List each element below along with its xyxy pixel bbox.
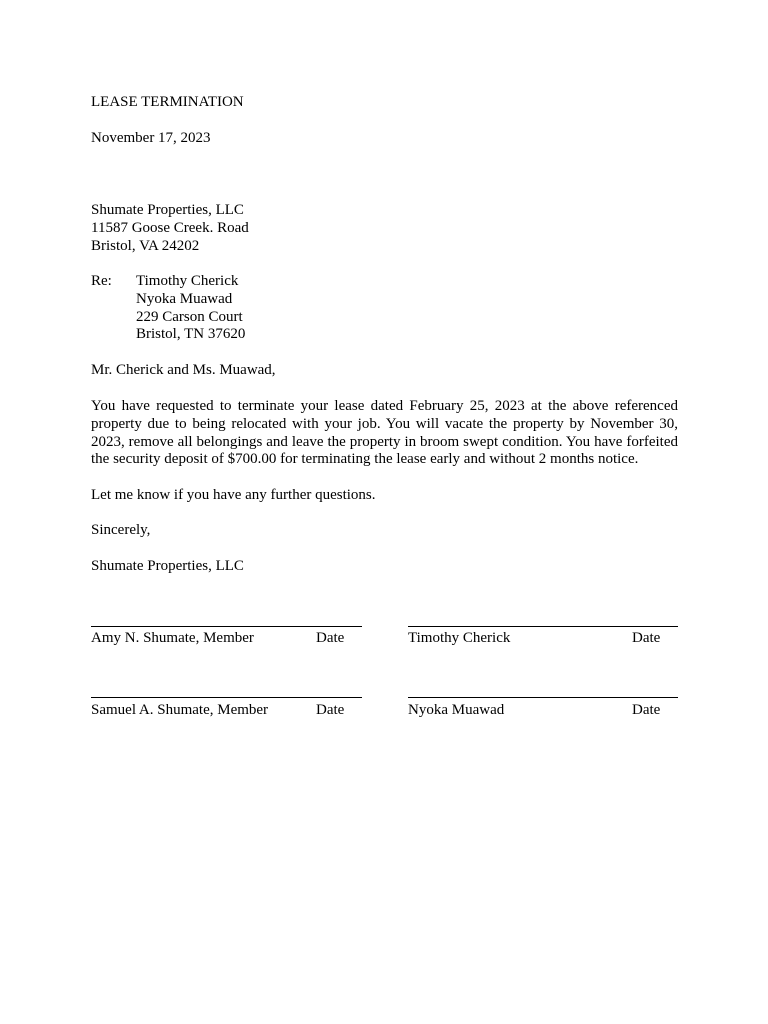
date-label: Date: [632, 630, 661, 646]
re-line: Nyoka Muawad: [136, 290, 233, 307]
closing-company: Shumate Properties, LLC: [91, 558, 244, 574]
signer-name: Nyoka Muawad: [408, 702, 505, 718]
sender-name: Shumate Properties, LLC: [91, 202, 244, 218]
re-address: [136, 273, 245, 344]
body-paragraph: You have requested to terminate your lease dated February 25, 2023 at the above referenced property due to being relocated with your job. You will vacate the property by November 30, 2023, remove all belongings and leave the property in broom swept condition. You have forfeited the security deposit of $700.00 for terminating the lease early and without 2 months notice.: [91, 398, 678, 468]
signer-name: Amy N. Shumate, Member: [91, 630, 254, 646]
letter-date: November 17, 2023: [91, 130, 211, 146]
date-label: Date: [316, 702, 345, 718]
signer-name: Timothy Cherick: [408, 630, 511, 646]
signature-line: [91, 697, 362, 698]
signature-line: [408, 697, 678, 698]
re-line: Bristol, TN 37620: [136, 326, 246, 343]
sender-street: 11587 Goose Creek. Road: [91, 219, 249, 236]
re-line: 229 Carson Court: [136, 308, 243, 325]
sender-address: [91, 202, 249, 255]
signer-name: Samuel A. Shumate, Member: [91, 702, 269, 718]
salutation: Mr. Cherick and Ms. Muawad,: [91, 362, 276, 378]
signature-line: [408, 626, 678, 627]
re-line: Timothy Cherick: [136, 273, 239, 289]
signature-line: [91, 626, 362, 627]
document-title: LEASE TERMINATION: [91, 94, 244, 110]
date-label: Date: [632, 702, 661, 718]
re-label: Re:: [91, 273, 112, 289]
closing: Sincerely,: [91, 522, 151, 538]
closing-question: Let me know if you have any further questions.: [91, 487, 376, 503]
sender-city: Bristol, VA 24202: [91, 237, 200, 254]
date-label: Date: [316, 630, 345, 646]
